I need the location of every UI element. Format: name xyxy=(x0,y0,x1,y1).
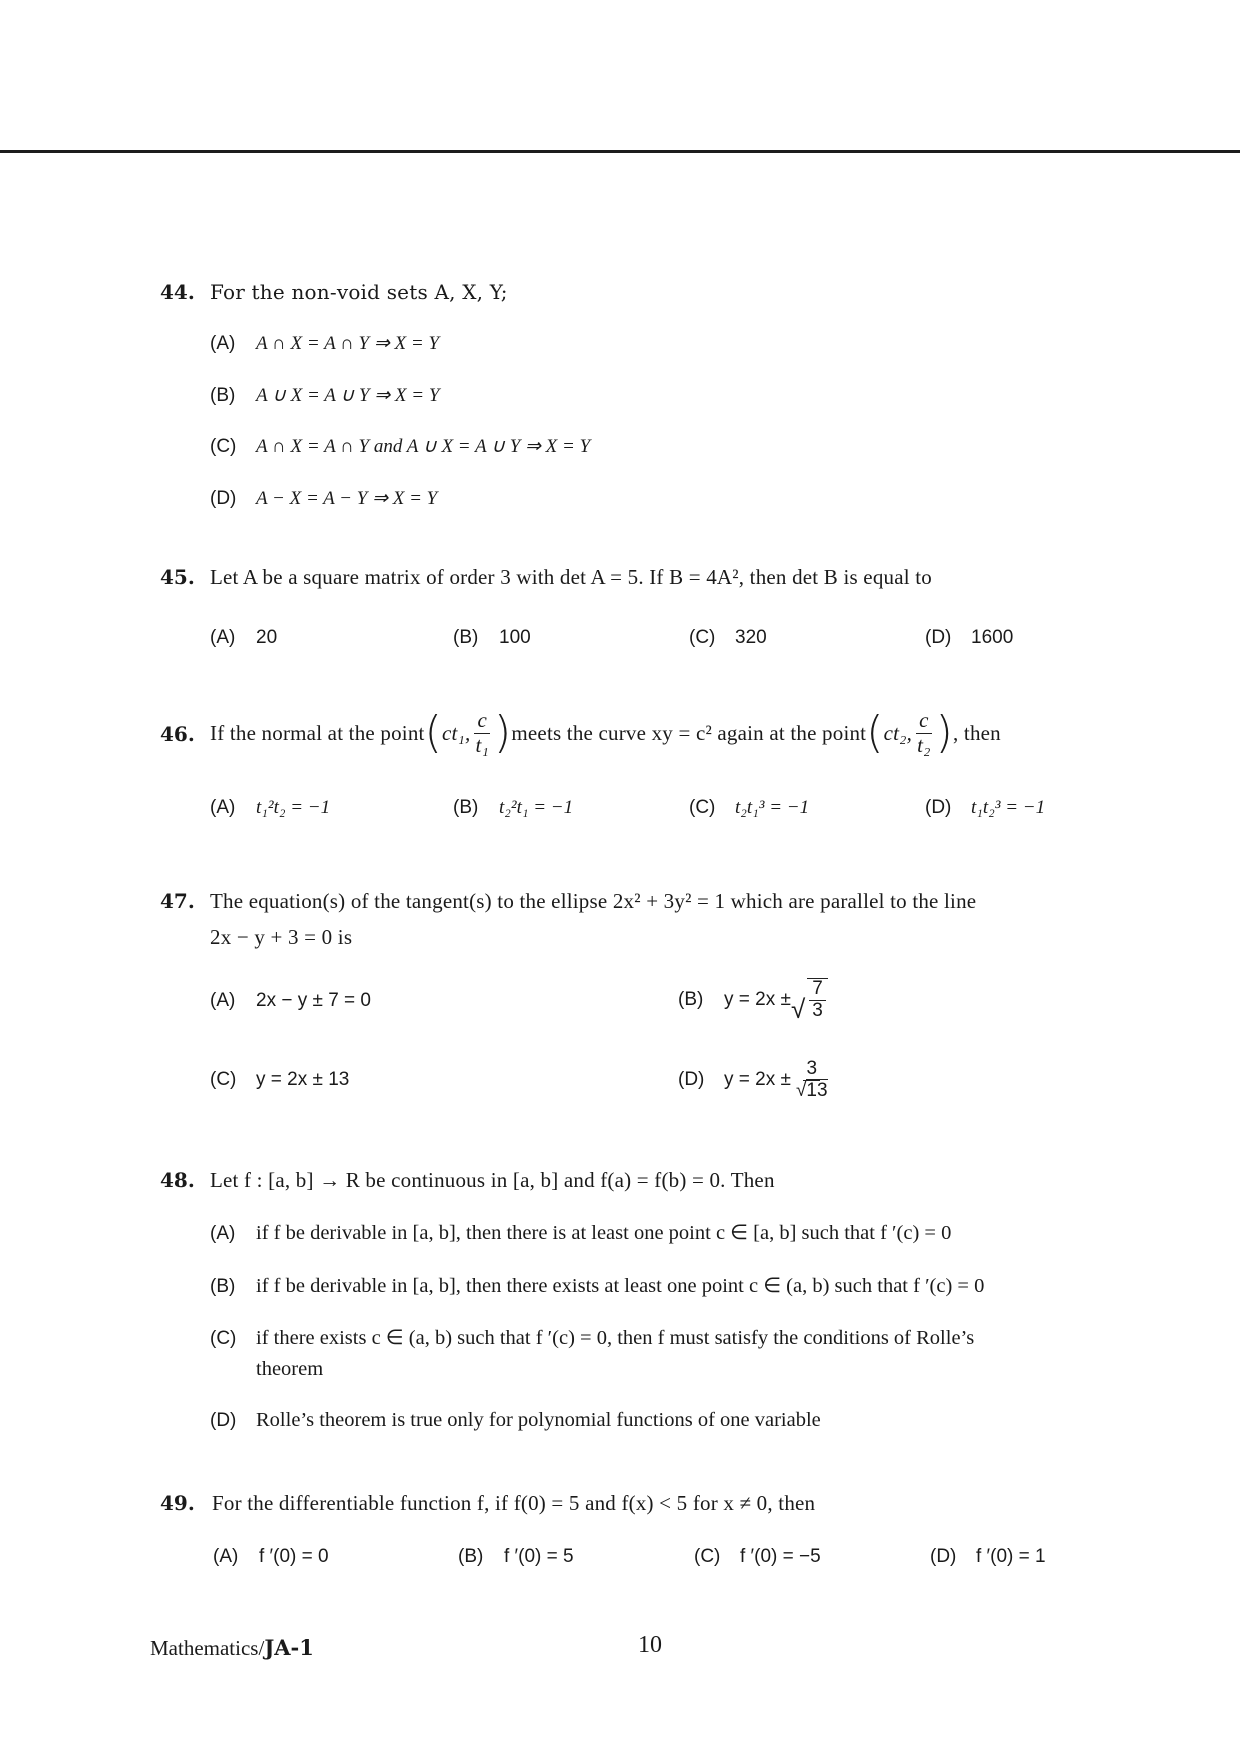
footer-subject-code xyxy=(150,1635,314,1661)
option-c[interactable] xyxy=(210,1325,974,1350)
option-c[interactable] xyxy=(689,796,809,819)
option-a[interactable] xyxy=(210,1220,951,1245)
question-number: 47. xyxy=(160,889,195,913)
option-label: (D) xyxy=(678,1069,705,1090)
option-label: (A) xyxy=(210,627,236,648)
option-b[interactable] xyxy=(458,1545,574,1568)
text-part: meets the curve xy = c² again at the point xyxy=(511,720,867,745)
option-text: t₂t₁³ = −1 xyxy=(735,797,810,818)
question-text xyxy=(210,700,1001,766)
radical-icon: √ xyxy=(790,993,806,1024)
option-a[interactable] xyxy=(210,332,439,355)
right-paren: ) xyxy=(494,707,512,758)
option-text: f ′(0) = 5 xyxy=(504,1546,574,1567)
text-part: If the normal at the point xyxy=(210,720,425,745)
option-c[interactable] xyxy=(689,626,767,649)
option-prefix: y = 2x ± xyxy=(724,1069,791,1090)
point-x: ct₂, xyxy=(883,720,913,745)
left-paren: ( xyxy=(424,707,442,758)
fraction: $\frac{c}{\text{t₁}}$ xyxy=(475,708,489,757)
option-d[interactable] xyxy=(678,1050,833,1110)
option-d[interactable] xyxy=(925,796,1045,819)
option-b[interactable] xyxy=(210,384,439,407)
option-a[interactable] xyxy=(210,989,371,1012)
footer-subject: Mathematics/ xyxy=(150,1636,265,1660)
option-label: (A) xyxy=(213,1546,239,1567)
option-d[interactable] xyxy=(210,487,437,510)
fraction: $\frac{c}{\text{t₂}}$ xyxy=(917,708,931,757)
option-text: Rolle’s theorem is true only for polynomial functions of one variable xyxy=(256,1409,821,1431)
option-text: if there exists c ∈ (a, b) such that f ′(c) = 0, then f must satisfy the conditions of Rolle’s xyxy=(256,1327,975,1349)
option-b[interactable] xyxy=(453,796,573,819)
option-text: 20 xyxy=(256,627,278,648)
option-b[interactable] xyxy=(210,1273,984,1298)
option-a[interactable] xyxy=(210,796,330,819)
option-label: (C) xyxy=(689,797,716,818)
option-text: f ′(0) = −5 xyxy=(740,1546,821,1567)
left-paren: ( xyxy=(866,707,884,758)
question-text-line1: The equation(s) of the tangent(s) to the ellipse 2x² + 3y² = 1 which are parallel to the line xyxy=(210,889,977,913)
option-text: if f be derivable in [a, b], then there is at least one point c ∈ [a, b] such that f ′(c) = 0 xyxy=(256,1222,952,1244)
option-d[interactable] xyxy=(210,1409,821,1432)
option-text: t₁²t₂ = −1 xyxy=(256,797,331,818)
option-label: (A) xyxy=(210,1223,236,1244)
option-c[interactable] xyxy=(210,435,590,458)
option-d[interactable] xyxy=(925,626,1013,649)
question-number: 45. xyxy=(160,565,195,589)
fraction: $\frac{3}{√13}$ xyxy=(795,1057,828,1101)
option-text: A − X = A − Y ⇒ X = Y xyxy=(256,488,438,509)
option-label: (B) xyxy=(210,1276,236,1297)
option-text: f ′(0) = 0 xyxy=(259,1546,329,1567)
option-d[interactable] xyxy=(930,1545,1046,1568)
question-number: 46. xyxy=(160,722,195,746)
option-label: (D) xyxy=(925,627,952,648)
option-label: (D) xyxy=(210,488,237,509)
option-label: (B) xyxy=(678,989,704,1010)
sqrt: √ $\frac{7}{3}$ xyxy=(791,978,830,1022)
option-text: 320 xyxy=(735,627,767,648)
question-text: For the non-void sets A, X, Y; xyxy=(210,280,508,304)
option-c-continuation: theorem xyxy=(256,1358,324,1380)
option-text: y = 2x ± 13 xyxy=(256,1069,350,1090)
option-label: (C) xyxy=(210,1328,237,1349)
option-label: (A) xyxy=(210,333,236,354)
option-b[interactable] xyxy=(678,970,830,1030)
option-text: A ∩ X = A ∩ Y and A ∪ X = A ∪ Y ⇒ X = Y xyxy=(256,436,591,457)
option-label: (B) xyxy=(453,627,479,648)
page-number: 10 xyxy=(638,1632,662,1658)
footer-code: JA-1 xyxy=(264,1635,314,1660)
option-label: (D) xyxy=(930,1546,957,1567)
option-label: (C) xyxy=(210,436,237,457)
option-text: f ′(0) = 1 xyxy=(976,1546,1046,1567)
option-text: A ∩ X = A ∩ Y ⇒ X = Y xyxy=(256,333,440,354)
question-text: Let A be a square matrix of order 3 with det A = 5. If B = 4A², then det B is equal to xyxy=(210,565,932,589)
radical-icon: √ xyxy=(795,1079,807,1101)
option-text: t₂²t₁ = −1 xyxy=(499,797,574,818)
option-label: (C) xyxy=(210,1069,237,1090)
option-text: 2x − y ± 7 = 0 xyxy=(256,990,371,1011)
option-c[interactable] xyxy=(210,1068,349,1091)
option-text: 100 xyxy=(499,627,531,648)
option-text: 1600 xyxy=(971,627,1014,648)
point-x: ct₁, xyxy=(441,720,471,745)
question-number: 49. xyxy=(160,1491,195,1515)
option-b[interactable] xyxy=(453,626,531,649)
option-label: (D) xyxy=(925,797,952,818)
option-prefix: y = 2x ± xyxy=(724,989,791,1010)
option-a[interactable] xyxy=(210,626,277,649)
question-number: 48. xyxy=(160,1168,195,1192)
option-label: (C) xyxy=(694,1546,721,1567)
option-text: if f be derivable in [a, b], then there exists at least one point c ∈ (a, b) such that f ′(c) = 0 xyxy=(256,1275,985,1297)
header-rule xyxy=(0,150,1240,153)
question-number: 44. xyxy=(160,280,195,304)
option-label: (D) xyxy=(210,1410,237,1431)
option-label: (A) xyxy=(210,990,236,1011)
option-c[interactable] xyxy=(694,1545,821,1568)
text-part: , then xyxy=(953,720,1001,745)
question-text: Let f : [a, b] → R be continuous in [a, b] and f(a) = f(b) = 0. Then xyxy=(210,1168,775,1192)
question-text-line2: 2x − y + 3 = 0 is xyxy=(210,925,353,949)
option-label: (A) xyxy=(210,797,236,818)
option-text: A ∪ X = A ∪ Y ⇒ X = Y xyxy=(256,385,440,406)
option-a[interactable] xyxy=(213,1545,329,1568)
option-label: (B) xyxy=(453,797,479,818)
option-label: (C) xyxy=(689,627,716,648)
right-paren: ) xyxy=(935,707,954,758)
option-label: (B) xyxy=(210,385,236,406)
option-text: t₁t₂³ = −1 xyxy=(971,797,1046,818)
option-label: (B) xyxy=(458,1546,484,1567)
question-text: For the differentiable function f, if f(0) = 5 and f(x) < 5 for x ≠ 0, then xyxy=(212,1491,816,1515)
